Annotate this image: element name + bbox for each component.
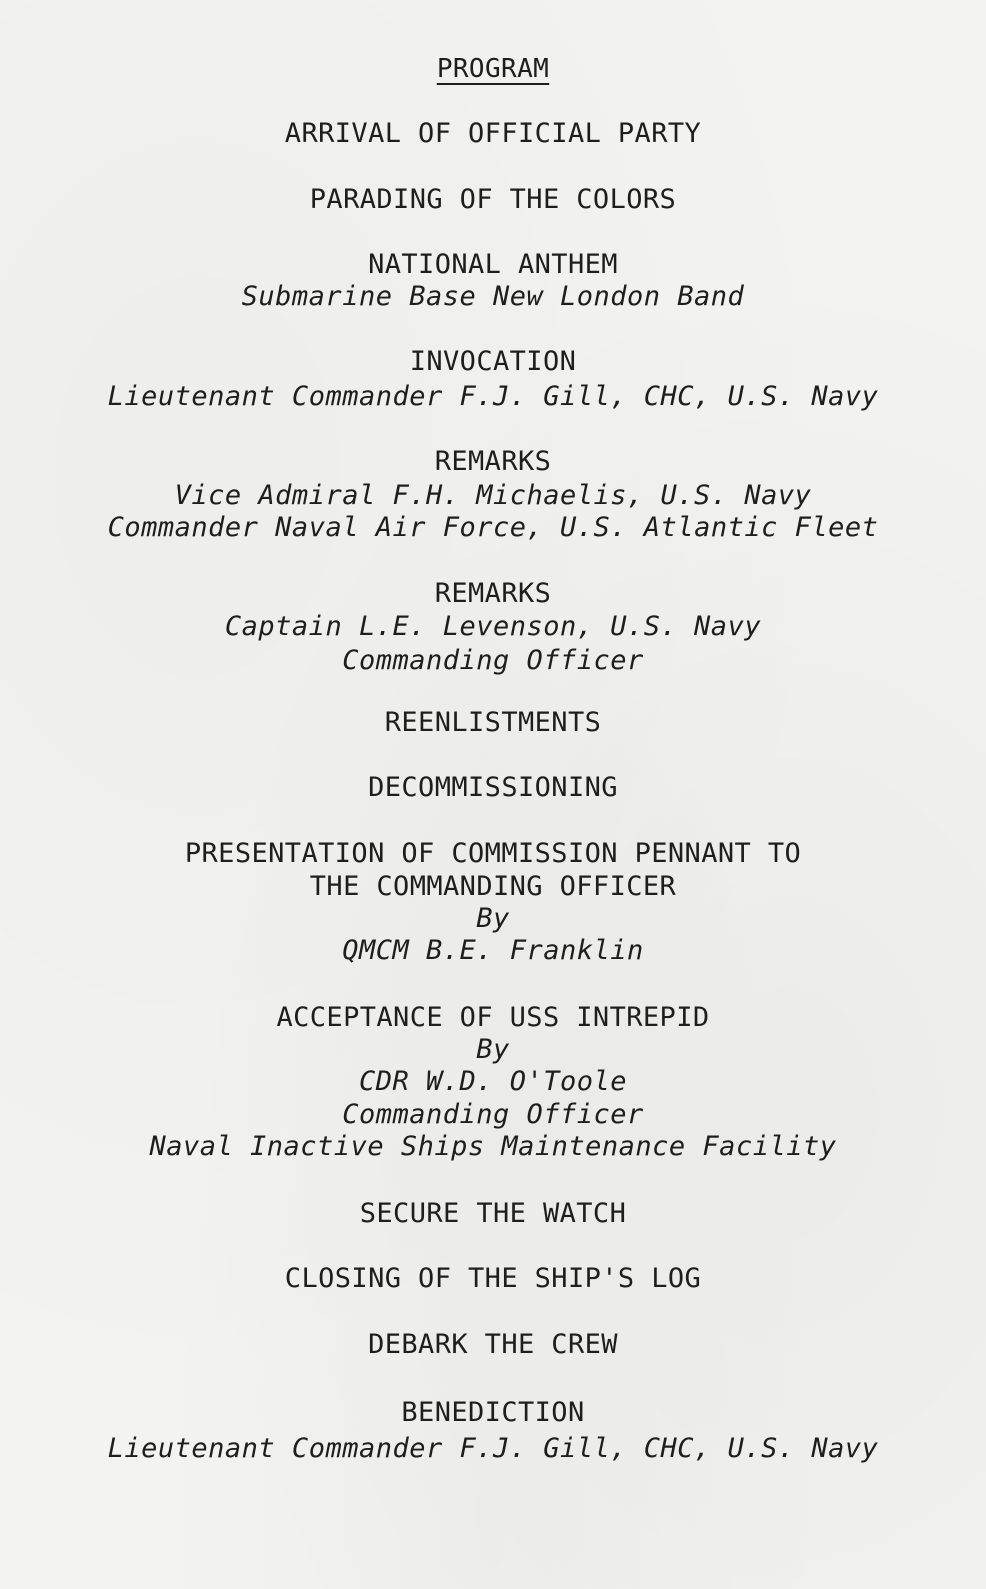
item-remarks-1: REMARKS bbox=[434, 446, 552, 477]
item-acceptance-facility: Naval Inactive Ships Maintenance Facility bbox=[149, 1131, 837, 1162]
item-national-anthem: NATIONAL ANTHEM bbox=[368, 249, 618, 280]
item-remarks-2-person: Captain L.E. Levenson, U.S. Navy bbox=[224, 611, 762, 642]
item-invocation: INVOCATION bbox=[409, 346, 577, 377]
item-acceptance-title: Commanding Officer bbox=[342, 1099, 644, 1130]
item-parading-colors: PARADING OF THE COLORS bbox=[309, 184, 677, 215]
item-presentation: PRESENTATION OF COMMISSION PENNANT TO bbox=[184, 838, 802, 869]
item-remarks-1-person: Vice Admiral F.H. Michaelis, U.S. Navy bbox=[174, 480, 812, 511]
item-presentation-person: QMCM B.E. Franklin bbox=[342, 935, 644, 966]
item-acceptance-person: CDR W.D. O'Toole bbox=[358, 1066, 628, 1097]
item-remarks-2-title: Commanding Officer bbox=[342, 645, 644, 676]
item-closing-log: CLOSING OF THE SHIP'S LOG bbox=[284, 1263, 702, 1294]
item-benediction: BENEDICTION bbox=[401, 1397, 585, 1428]
item-decommissioning: DECOMMISSIONING bbox=[368, 772, 618, 803]
item-remarks-2: REMARKS bbox=[434, 578, 552, 609]
item-reenlistments: REENLISTMENTS bbox=[384, 707, 602, 738]
item-benediction-person: Lieutenant Commander F.J. Gill, CHC, U.S. Navy bbox=[107, 1433, 879, 1464]
item-secure-watch: SECURE THE WATCH bbox=[359, 1198, 627, 1229]
program-title: PROGRAM bbox=[436, 54, 550, 84]
item-presentation-by: By bbox=[476, 903, 510, 934]
item-remarks-1-title: Commander Naval Air Force, U.S. Atlantic Fleet bbox=[107, 512, 879, 543]
item-debark-crew: DEBARK THE CREW bbox=[368, 1329, 618, 1360]
item-invocation-person: Lieutenant Commander F.J. Gill, CHC, U.S. Navy bbox=[107, 381, 879, 412]
item-acceptance-by: By bbox=[476, 1034, 510, 1065]
item-presentation-cont: THE COMMANDING OFFICER bbox=[309, 871, 677, 902]
item-acceptance: ACCEPTANCE OF USS INTREPID bbox=[276, 1002, 710, 1033]
item-arrival: ARRIVAL OF OFFICIAL PARTY bbox=[284, 118, 702, 149]
item-national-anthem-performer: Submarine Base New London Band bbox=[241, 281, 745, 312]
